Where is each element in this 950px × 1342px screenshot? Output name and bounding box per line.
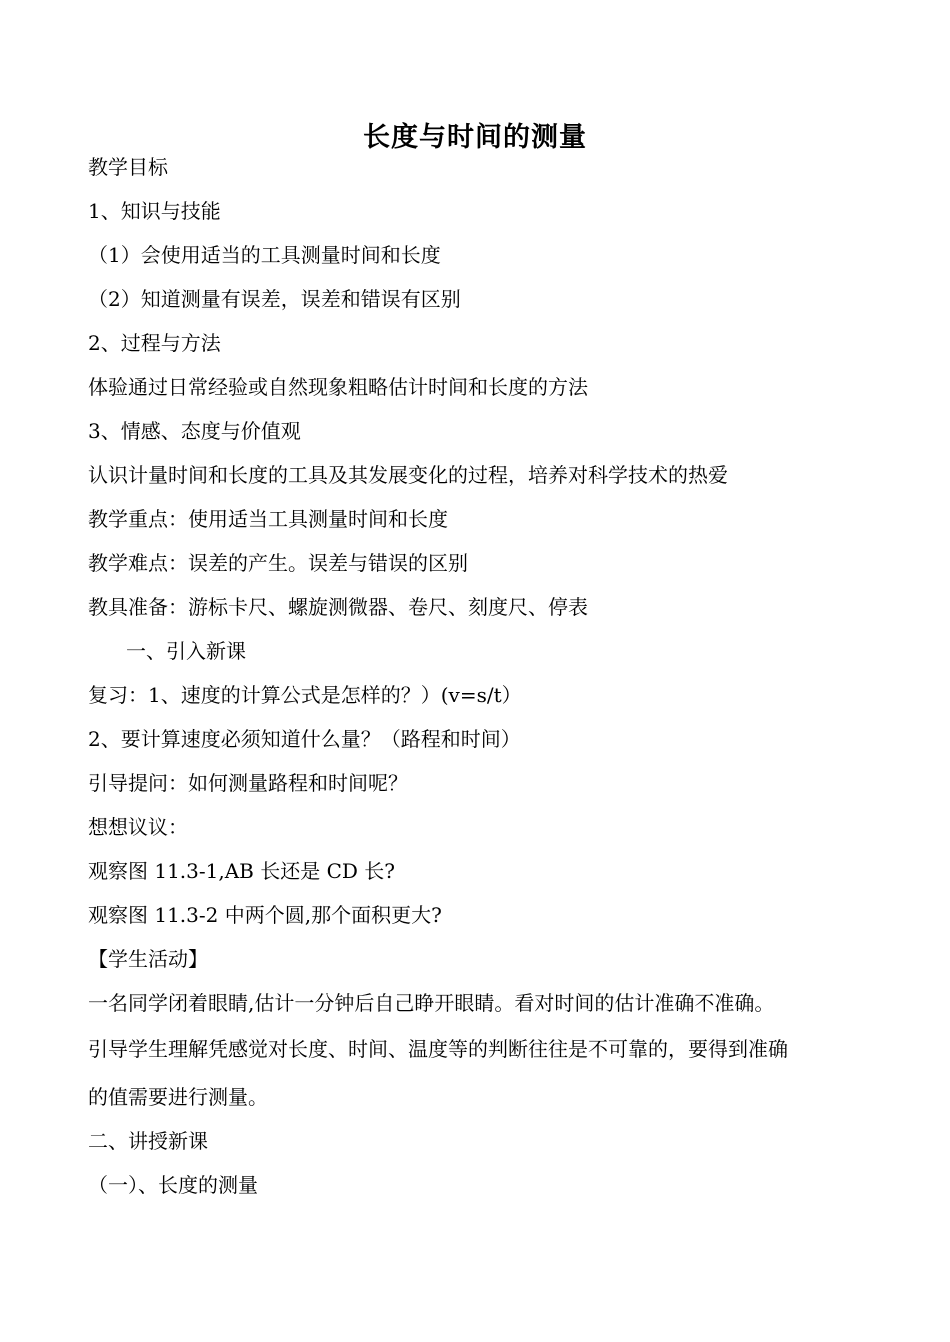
guidance-text-line-2: 的值需要进行测量。 [88,1085,268,1109]
objective-process-heading: 2、过程与方法 [88,331,221,355]
objective-knowledge-item-2: （2）知道测量有误差，误差和错误有区别 [88,287,461,311]
observation-1: 观察图 11.3-1,AB 长还是 CD 长? [88,859,396,883]
objective-knowledge-item-1: （1）会使用适当的工具测量时间和长度 [88,243,441,267]
teaching-difficulty: 教学难点：误差的产生。误差与错误的区别 [88,551,468,575]
objective-knowledge-heading: 1、知识与技能 [88,199,221,223]
objective-emotion-heading: 3、情感、态度与价值观 [88,419,301,443]
guiding-question: 引导提问：如何测量路程和时间呢？ [88,771,408,795]
discussion-heading: 想想议议： [88,815,188,839]
section-heading-new-lesson: 二、讲授新课 [88,1129,208,1153]
section-heading-introduction: 一、引入新课 [126,639,246,663]
student-activity-text: 一名同学闭着眼睛,估计一分钟后自己睁开眼睛。看对时间的估计准确不准确。 [88,991,775,1015]
review-question-1: 复习：1、速度的计算公式是怎样的？）(v=s/t） [88,683,522,707]
document-title: 长度与时间的测量 [363,122,587,153]
observation-2: 观察图 11.3-2 中两个圆,那个面积更大? [88,903,442,927]
subsection-length-measurement: （一）、长度的测量 [88,1173,258,1197]
teaching-tools: 教具准备：游标卡尺、螺旋测微器、卷尺、刻度尺、停表 [88,595,588,619]
student-activity-heading: 【学生活动】 [88,947,208,971]
objective-process-text: 体验通过日常经验或自然现象粗略估计时间和长度的方法 [88,375,588,399]
review-question-2: 2、要计算速度必须知道什么量？（路程和时间） [88,727,521,751]
teaching-focus: 教学重点：使用适当工具测量时间和长度 [88,507,448,531]
section-heading-objectives: 教学目标 [88,155,168,179]
objective-emotion-text: 认识计量时间和长度的工具及其发展变化的过程，培养对科学技术的热爱 [88,463,728,487]
guidance-text-line-1: 引导学生理解凭感觉对长度、时间、温度等的判断往往是不可靠的，要得到准确 [88,1037,788,1061]
